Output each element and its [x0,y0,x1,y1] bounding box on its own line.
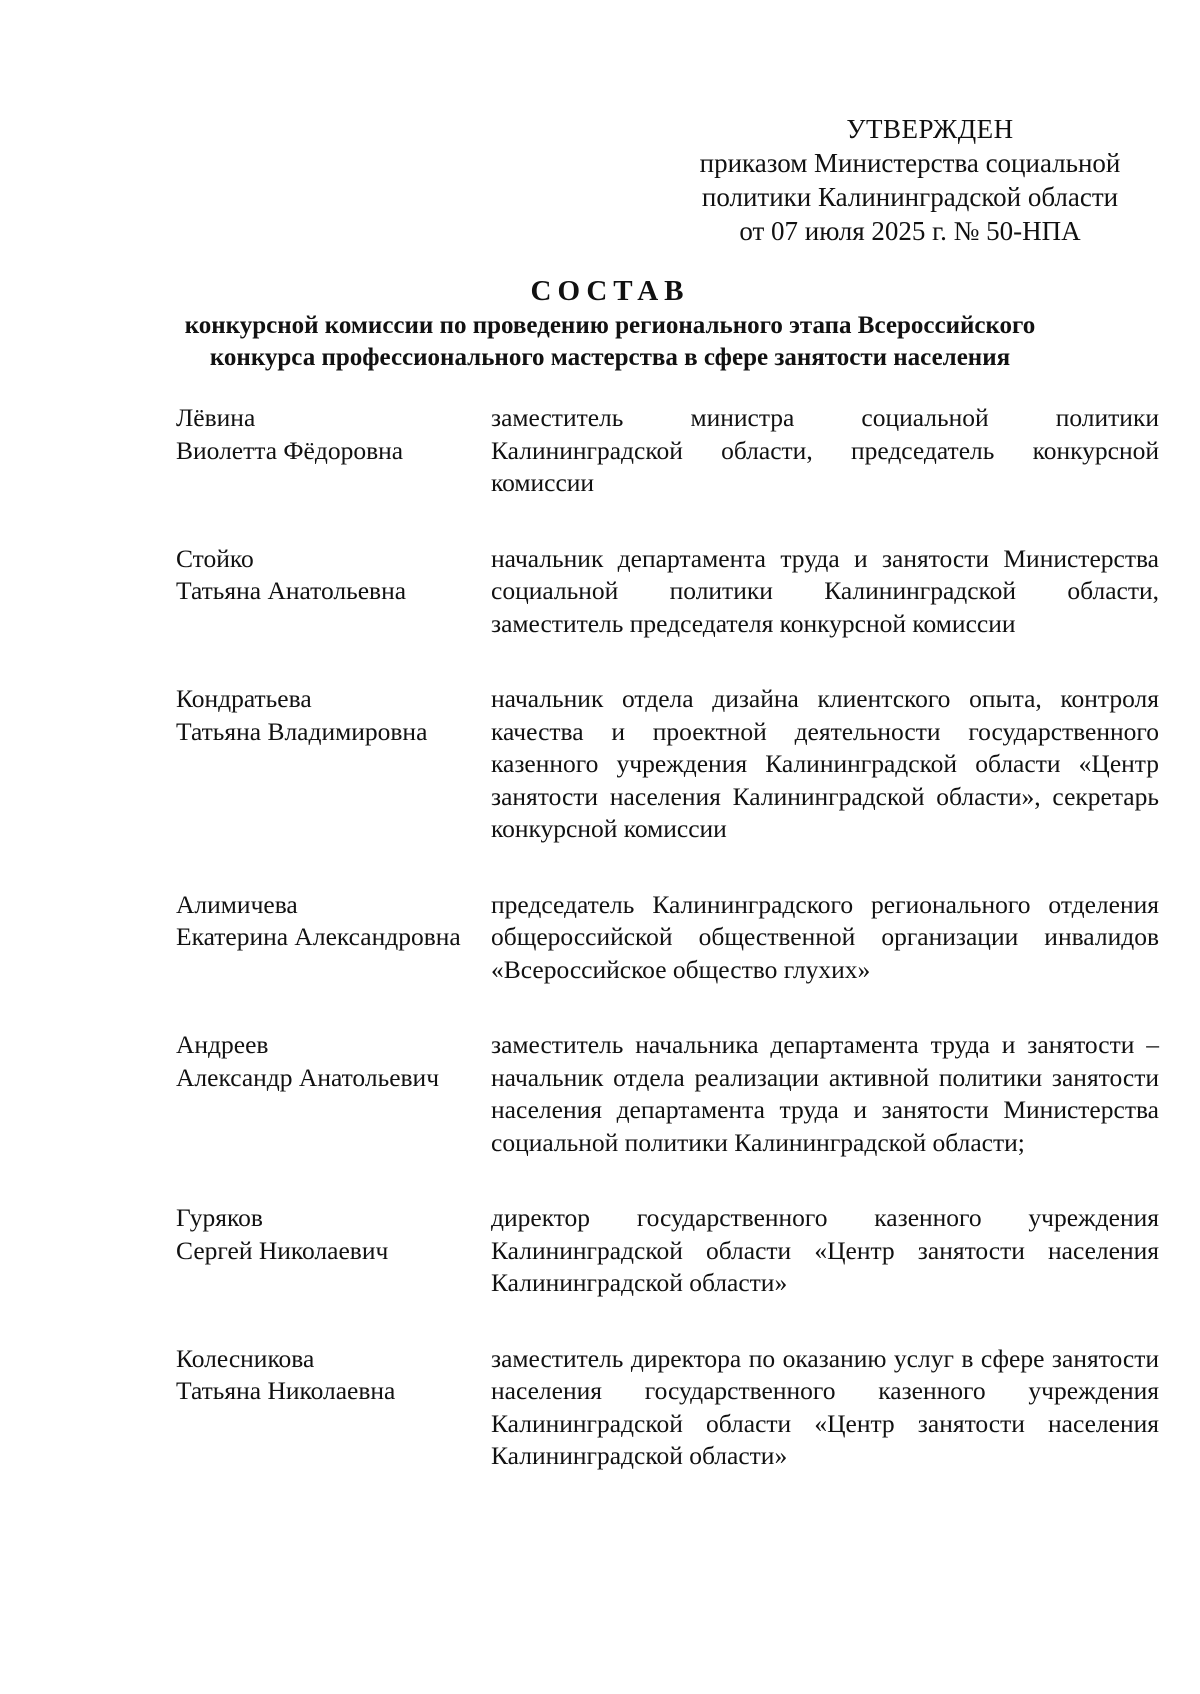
member-given-name: Татьяна Владимировна [176,716,428,746]
member-surname: Гуряков [176,1203,263,1232]
member-name [176,543,491,641]
member-given-name: Александр Анатольевич [176,1062,440,1092]
member-role: директор государственного казенного учреждения Калининградской области «Центр занятости населения Калининградской области» [491,1203,1159,1297]
member-name [176,1343,491,1473]
member-given-name: Татьяна Николаевна [176,1376,396,1405]
member-row [176,402,1166,500]
member-row [176,1029,1166,1159]
member-row [176,683,1166,846]
member-given-name: Екатерина Александровна [176,922,461,951]
approval-line-3: от 07 июля 2025 г. № 50-НПА [739,216,1081,246]
member-surname: Лёвина [176,403,256,432]
approval-line-2: политики Калининградской области [701,182,1119,212]
member-role: председатель Калининградского регионального отделения общероссийской общественной организации инвалидов «Всероссийское общество глухих» [491,889,1159,984]
approval-stamp-block [690,112,1130,248]
member-surname: Стойко [176,543,254,573]
member-surname: Кондратьева [176,684,312,713]
member-row [176,1343,1166,1473]
member-role: заместитель министра социальной политики Калининградской области, председатель конкурсной комиссии [491,403,1159,497]
document-title: СОСТАВ [530,275,690,307]
member-name [176,889,491,987]
member-given-name: Сергей Николаевич [176,1235,389,1265]
member-role: заместитель директора по оказанию услуг в сфере занятости населения государственного казенного учреждения Калининградской области «Центр занятости населения Калининградской области» [491,1343,1159,1470]
document-subtitle-line-2: конкурса профессионального мастерства в сфере занятости населения [209,344,1011,371]
member-given-name: Татьяна Анатольевна [176,576,407,605]
member-surname: Андреев [176,1030,269,1059]
approval-heading: УТВЕРЖДЕН [846,114,1014,144]
member-name [176,1202,491,1300]
member-role: начальник отдела дизайна клиентского опыта, контроля качества и проектной деятельности государственного казенного учреждения Калининградской области «Центр занятости населения Калининградской области», секретарь конкурсной комиссии [491,684,1159,843]
member-surname: Алимичева [176,889,298,919]
member-row [176,543,1166,641]
member-surname: Колесникова [176,1343,315,1373]
member-row [176,889,1166,987]
document-title-block [150,272,1070,374]
commission-members-list [176,402,1166,1516]
member-name [176,402,491,500]
document-subtitle-line-1: конкурсной комиссии по проведению регионального этапа Всероссийского [184,312,1036,339]
member-name [176,1029,491,1159]
member-given-name: Виолетта Фёдоровна [176,435,404,465]
member-row [176,1202,1166,1300]
member-name [176,683,491,846]
member-role: начальник департамента труда и занятости Министерства социальной политики Калининградской области, заместитель председателя конкурсной комиссии [491,543,1159,638]
approval-line-1: приказом Министерства социальной [699,148,1121,178]
member-role: заместитель начальника департамента труда и занятости – начальник отдела реализации активной политики занятости населения департамента труда и занятости Министерства социальной политики Калининградской области; [491,1030,1159,1157]
